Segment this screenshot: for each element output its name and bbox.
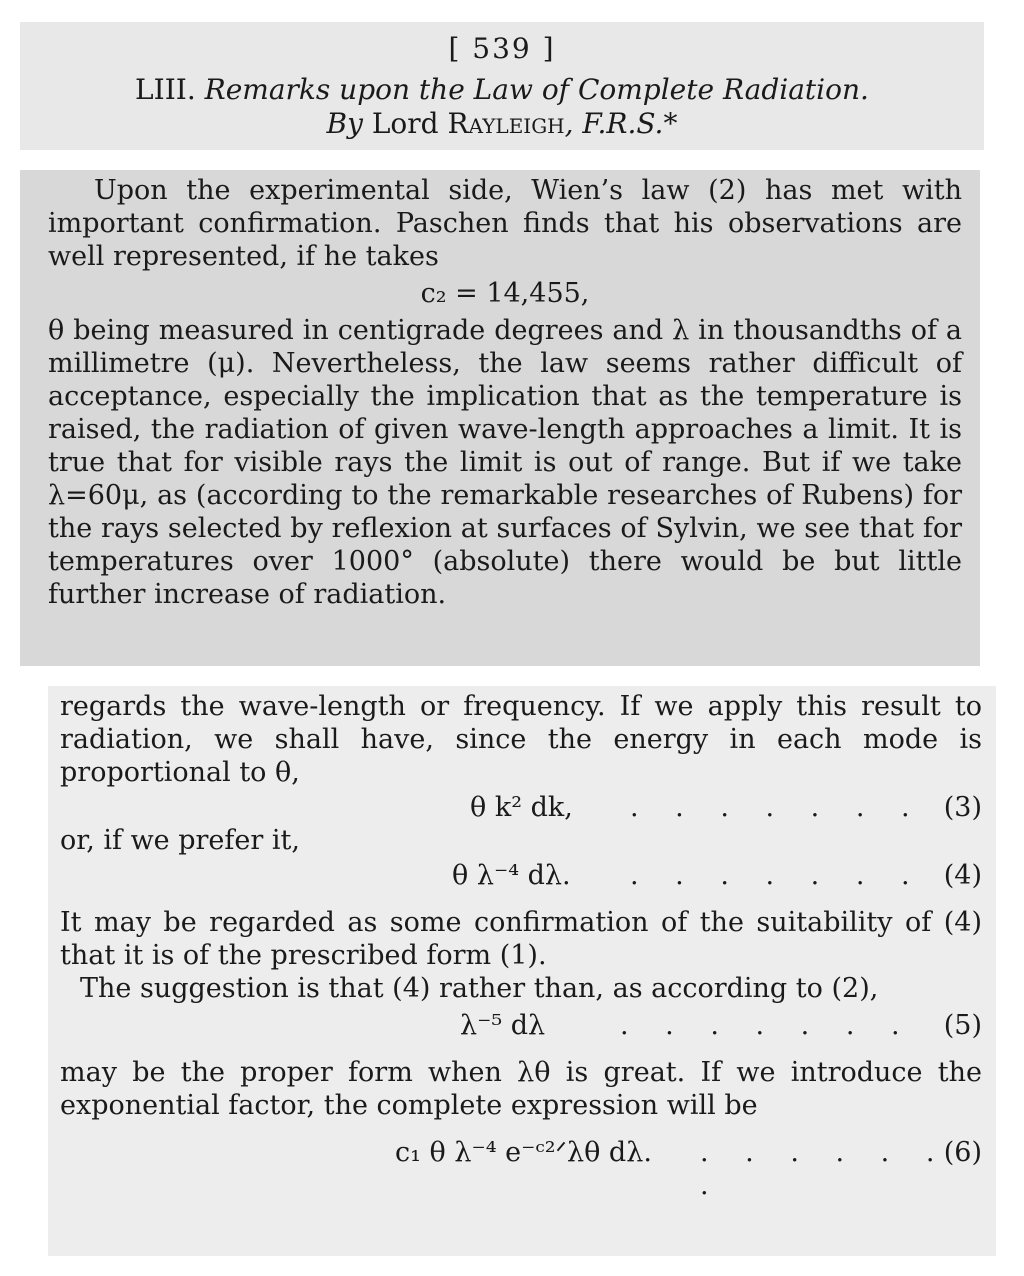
equation-3 — [60, 791, 982, 824]
byline-by: By — [326, 107, 363, 140]
equation-4-leader-dots: . . . . . . . — [630, 860, 924, 891]
bottom-paragraph-2: It may be regarded as some confirmation of the suitability of (4) that it is of the prescribed form (1). — [60, 907, 982, 971]
header-panel — [20, 22, 984, 150]
top-excerpt-panel — [20, 170, 980, 666]
bottom-paragraph-1: regards the wave-length or frequency. If we apply this result to radiation, we shall have, since the energy in each mode is proportional to θ, — [60, 691, 982, 788]
equation-6-number: (6) — [943, 1137, 982, 1168]
equation-3-expression: θ k² dk, — [470, 792, 573, 823]
page-number: [ 539 ] — [448, 32, 556, 65]
bottom-paragraph-4: may be the proper form when λθ is great. If we introduce the exponential factor, the complete expression will be — [60, 1057, 982, 1121]
article-title — [20, 73, 984, 107]
equation-5-expression: λ⁻⁵ dλ — [460, 1010, 546, 1041]
equation-3-number: (3) — [943, 792, 982, 823]
bottom-paragraph-or: or, if we prefer it, — [60, 825, 300, 856]
equation-6-expression: c₁ θ λ⁻⁴ e⁻ᶜ²ᐟλθ dλ. — [395, 1137, 652, 1168]
equation-4-expression: θ λ⁻⁴ dλ. — [452, 860, 571, 891]
equation-5-leader-dots: . . . . . . . — [620, 1010, 914, 1041]
equation-4 — [60, 859, 982, 892]
bottom-excerpt-panel — [48, 686, 996, 1256]
top-paragraph-2: θ being measured in centigrade degrees and λ in thousandths of a millimetre (μ). Nevertheless, the law seems rather difficult of acceptance, especially the implication that as the temperature is raised, the radiation of given wave-length approaches a limit. It is true that for visible rays the limit is out of range. But if we take λ=60μ, as (according to the remarkable researches of Rubens) for the rays selected by reflexion at surfaces of Sylvin, we see that for temperatures over 1000° (absolute) there would be but little further increase of radiation. — [48, 315, 962, 610]
top-paragraph-1: Upon the experimental side, Wien’s law (2) has met with important confirmation. Paschen finds that his observations are well represented, if he takes — [48, 175, 962, 272]
equation-3-leader-dots: . . . . . . . — [630, 792, 924, 823]
equation-6-leader-dots: . . . . . . . — [700, 1137, 949, 1201]
byline-lord: Lord — [371, 107, 439, 140]
equation-5-number: (5) — [943, 1010, 982, 1041]
equation-5 — [60, 1009, 982, 1042]
byline — [20, 107, 984, 141]
bottom-paragraph-3: The suggestion is that (4) rather than, as according to (2), — [80, 973, 879, 1004]
equation-c2: c₂ = 14,455, — [420, 278, 590, 309]
title-roman-numeral: LIII. — [135, 73, 196, 106]
title-text: Remarks upon the Law of Complete Radiation. — [204, 73, 869, 106]
equation-6 — [60, 1136, 982, 1201]
equation-4-number: (4) — [943, 860, 982, 891]
author-name: Rayleigh — [447, 107, 565, 140]
byline-suffix: , F.R.S.* — [564, 107, 678, 140]
